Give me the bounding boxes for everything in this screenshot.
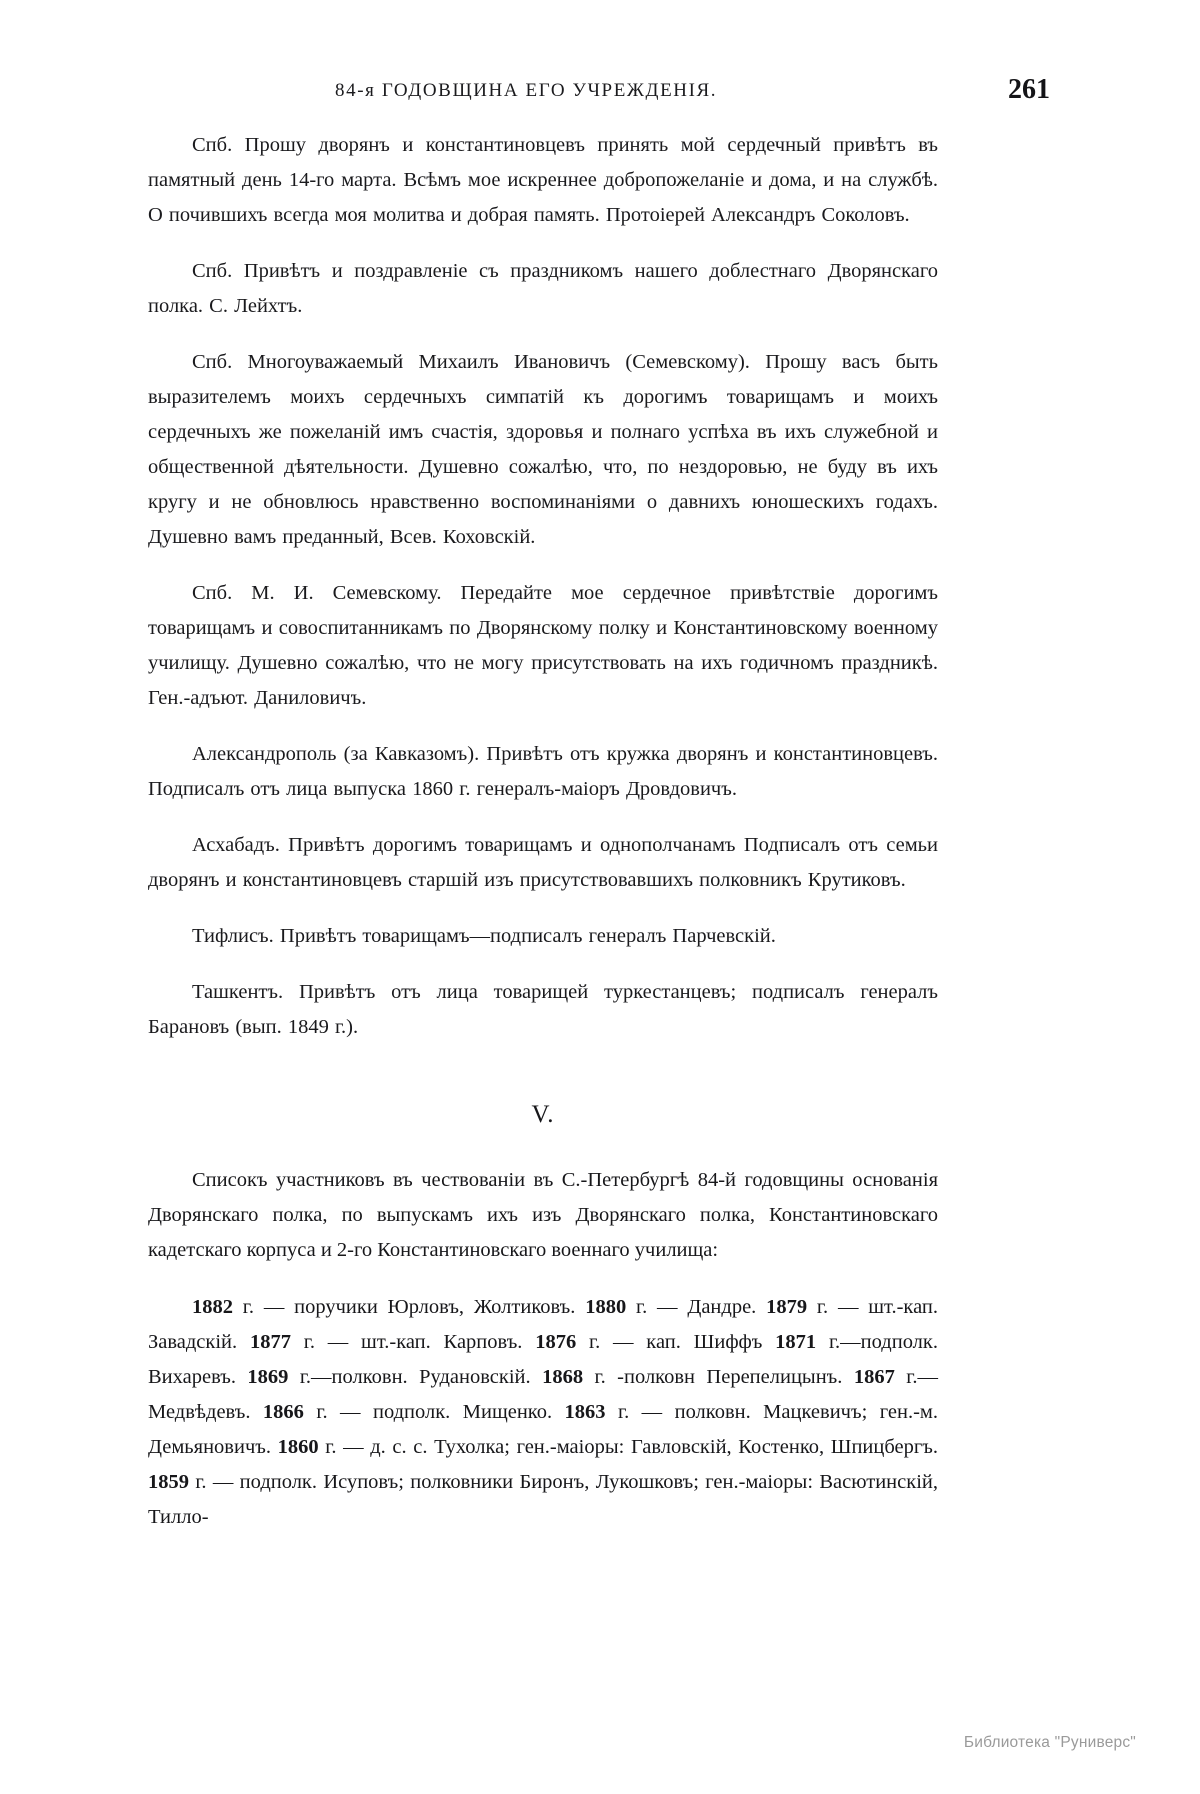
graduates-paragraph — [148, 1290, 938, 1535]
graduation-year: 1877 — [249, 1331, 291, 1353]
page-content — [148, 128, 938, 1535]
graduate-names: г.—полковн. Рудановскій. — [288, 1366, 543, 1388]
library-watermark: Библиотека "Руниверс" — [963, 1734, 1136, 1751]
graduate-names: г. — шт.-кап. Карповъ. — [290, 1331, 536, 1353]
page-number: 261 — [1008, 74, 1050, 105]
section-intro: Списокъ участниковъ въ чествованіи въ С.-Петербургѣ 84-й годовщины основанія Дворянскаго полка, по выпускамъ ихъ изъ Дворянскаго полка, Константиновскаго кадетскаго корпуса и 2-го Константиновскаго военнаго училища: — [148, 1169, 938, 1261]
telegram-paragraph: Ташкентъ. Привѣтъ отъ лица товарищей туркестанцевъ; подписалъ генералъ Барановъ (вып. 1849 г.). — [148, 981, 938, 1038]
graduate-names: г. — шт.-кап. Завадскій. — [148, 1296, 939, 1353]
graduate-names: г. — кап. Шиффъ — [576, 1331, 776, 1353]
graduation-year: 1859 — [148, 1471, 189, 1493]
graduation-year: 1880 — [585, 1296, 627, 1318]
graduate-names: г. — поручики Юрловъ, Жолтиковъ. — [233, 1296, 586, 1318]
graduate-names: г. -полковн Перепелицынъ. — [583, 1366, 854, 1388]
graduation-year: 1879 — [766, 1296, 808, 1318]
telegram-paragraph: Тифлисъ. Привѣтъ товарищамъ—подписалъ генералъ Парчевскій. — [192, 925, 776, 947]
graduate-names: г. — полковн. Мацкевичъ; ген.-м. Демьяновичъ. — [148, 1401, 938, 1458]
graduation-year: 1869 — [247, 1366, 289, 1388]
graduation-year: 1876 — [535, 1331, 577, 1353]
graduate-names: г. — подполк. Исуповъ; полковники Биронъ, Лукошковъ; ген.-маіоры: Васютинскій, Тилло- — [148, 1471, 938, 1528]
telegram-paragraph: Спб. Многоуважаемый Михаилъ Ивановичъ (Семевскому). Прошу васъ быть выразителемъ моихъ сердечныхъ симпатій къ дорогимъ товарищамъ и моихъ сердечныхъ же пожеланій имъ счастія, здоровья и полнаго успѣха въ ихъ служебной и общественной дѣятельности. Душевно сожалѣю, что, по нездоровью, не буду въ ихъ кругу и не обновлюсь нравственно воспоминаніями о давнихъ юношескихъ годахъ. Душевно вамъ преданный, Всев. Коховскій. — [148, 351, 938, 548]
graduation-year: 1863 — [564, 1401, 606, 1423]
graduation-year: 1867 — [853, 1366, 895, 1388]
section-number: V. — [531, 1101, 555, 1128]
graduation-year: 1868 — [542, 1366, 584, 1388]
telegram-paragraph: Спб. М. И. Семевскому. Передайте мое сердечное привѣтствіе дорогимъ товарищамъ и совоспитанникамъ по Дворянскому полку и Константиновскому военному училищу. Душевно сожалѣю, что не могу присутствовать на ихъ годичномъ праздникѣ. Ген.-адъют. Даниловичъ. — [148, 582, 938, 709]
page-title: 84-я ГОДОВЩИНА ЕГО УЧРЕЖДЕНІЯ. — [335, 80, 718, 101]
graduation-year: 1866 — [262, 1401, 304, 1423]
graduation-year: 1860 — [277, 1436, 319, 1458]
graduates-list — [148, 1290, 938, 1535]
graduation-year: 1882 — [192, 1296, 233, 1318]
graduate-names: г.—подполк. Вихаревъ. — [148, 1331, 938, 1388]
telegram-paragraph: Асхабадъ. Привѣтъ дорогимъ товарищамъ и однополчанамъ Подписалъ отъ семьи дворянъ и константиновцевъ старшій изъ присутствовавшихъ полковникъ Крутиковъ. — [148, 834, 938, 891]
graduate-names: г.—Медвѣдевъ. — [148, 1366, 938, 1423]
graduate-names: г. — подполк. Мищенко. — [303, 1401, 565, 1423]
telegram-paragraph: Спб. Прошу дворянъ и константиновцевъ принять мой сердечный привѣтъ въ памятный день 14-го марта. Всѣмъ мое искреннее добропожеланіе и дома, и на службѣ. О почившихъ всегда моя молитва и добрая память. Протоіерей Александръ Соколовъ. — [148, 134, 938, 226]
telegram-paragraph: Спб. Привѣтъ и поздравленіе съ праздникомъ нашего доблестнаго Дворянскаго полка. С. Лейхтъ. — [148, 260, 938, 317]
graduate-names: г. — д. с. с. Тухолка; ген.-маіоры: Гавловскій, Костенко, Шпицбергъ. — [318, 1436, 938, 1458]
telegram-paragraph: Александрополь (за Кавказомъ). Привѣтъ отъ кружка дворянъ и константиновцевъ. Подписалъ отъ лица выпуска 1860 г. генералъ-маіоръ Дровдовичъ. — [148, 743, 938, 800]
graduation-year: 1871 — [775, 1331, 817, 1353]
running-head — [150, 74, 1050, 110]
graduate-names: г. — Дандре. — [626, 1296, 767, 1318]
